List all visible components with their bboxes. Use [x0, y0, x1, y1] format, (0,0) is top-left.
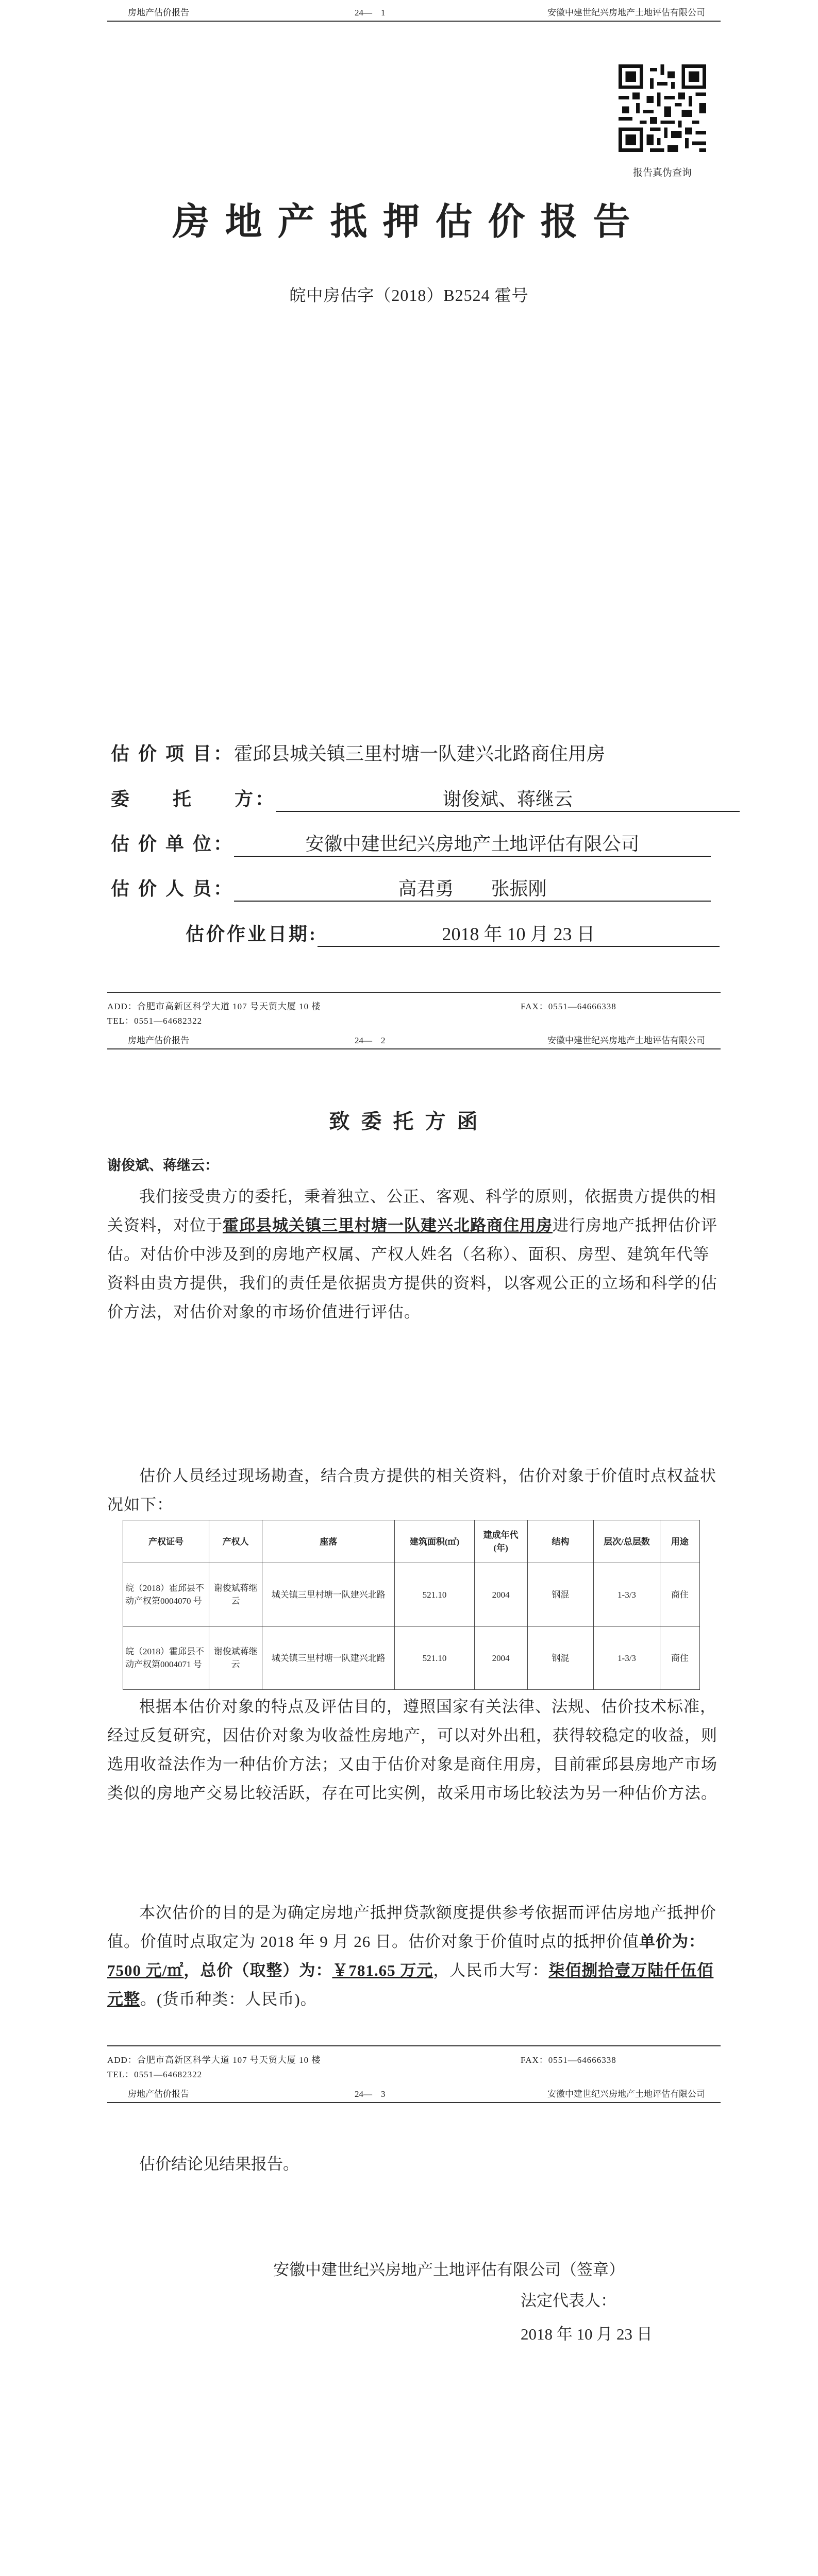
signing-company: 安徽中建世纪兴房地产土地评估有限公司（签章） [273, 2261, 625, 2279]
table-cell: 城关镇三里村塘一队建兴北路 [262, 1626, 395, 1690]
letter-paragraph-3: 根据本估价对象的特点及评估目的，遵照国家有关法律、法规、估价技术标准，经过反复研究，因估价对象为收益性房地产，可以对外出租，获得较稳定的收益，则选用收益法作为一种估价方法；又由于估价对象是商住用房，目前霍邱县房地产市场类似的房地产交易比较活跃，存在可比实例，故采用市场比较法为另一种估价方法。 [107, 1698, 717, 1802]
table-cell: 商住 [660, 1563, 699, 1626]
info-row-project [111, 739, 698, 766]
info-label: 估 价 单 位： [111, 834, 235, 854]
letter-paragraph-4: 本次估价的目的是为确定房地产抵押贷款额度提供参考依据而评估房地产抵押价值。价值时点取定为 2018 年 9 月 26 日。估价对象于价值时点的抵押价值单价为：7500 元/㎡，总价（取整）为：￥781.65 万元，人民币大写：柒佰捌拾壹万陆仟伍佰元整。(货币种类：人民币)。 [107, 1904, 716, 2008]
header-page-number: 24— 3 [355, 2089, 386, 2099]
table-cell: 1-3/3 [594, 1563, 660, 1626]
footer-fax: FAX：0551—64666338 [521, 1002, 616, 1011]
page-3 [0, 2081, 818, 2576]
table-row [123, 1626, 700, 1690]
header-page-number: 24— 1 [355, 8, 386, 18]
table-row [123, 1563, 700, 1626]
info-value-firm: 安徽中建世纪兴房地产土地评估有限公司 [234, 829, 711, 857]
letter-paragraph-1: 我们接受贵方的委托，秉着独立、公正、客观、科学的原则，依据贵方提供的相关资料，对位于霍邱县城关镇三里村塘一队建兴北路商住用房进行房地产抵押估价评估。对估价中涉及到的房地产权属、产权人姓名（名称）、面积、房型、建筑年代等资料由贵方提供，我们的责任是依据贵方提供的资料，以客观公正的立场和科学的估价方法，对估价对象的市场价值进行评估。 [107, 1188, 717, 1321]
table-cell: 钢混 [527, 1563, 594, 1626]
letter-addressee: 谢俊斌、蒋继云： [107, 1158, 219, 1173]
table-cell: 2004 [474, 1563, 527, 1626]
info-label: 委 托 方： [111, 789, 276, 809]
info-row-appraisers [111, 874, 711, 902]
page-footer [107, 2045, 721, 2079]
footer-address: ADD：合肥市高新区科学大道 107 号天贸大厦 10 楼 [107, 1002, 321, 1011]
column-header: 建筑面积(㎡) [395, 1520, 474, 1563]
table-cell: 谢俊斌蒋继云 [209, 1563, 262, 1626]
table-header-row [123, 1520, 700, 1563]
table-cell: 钢混 [527, 1626, 594, 1690]
info-label: 估 价 项 目： [111, 743, 235, 764]
header-company: 安徽中建世纪兴房地产土地评估有限公司 [547, 2089, 705, 2099]
running-header [107, 1028, 721, 1049]
header-company: 安徽中建世纪兴房地产土地评估有限公司 [547, 1036, 705, 1045]
page-footer [107, 992, 721, 1026]
table-cell: 521.10 [395, 1626, 474, 1690]
info-value-client: 谢俊斌、蒋继云 [276, 785, 740, 812]
table-cell: 城关镇三里村塘一队建兴北路 [262, 1563, 395, 1626]
column-header: 建成年代(年) [474, 1520, 527, 1563]
footer-tel: TEL：0551—64682322 [107, 1016, 203, 1026]
total-price-uppercase: 柒佰捌拾壹万陆仟伍佰元整 [107, 1961, 714, 2008]
property-address: 霍邱县城关镇三里村塘一队建兴北路商住用房 [223, 1216, 553, 1234]
page-2 [0, 1028, 818, 2081]
header-company: 安徽中建世纪兴房地产土地评估有限公司 [547, 8, 705, 18]
table-cell: 皖（2018）霍邱县不动产权第0004070 号 [123, 1563, 209, 1626]
info-row-client [111, 785, 740, 812]
table-cell: 谢俊斌蒋继云 [209, 1626, 262, 1690]
table-cell: 521.10 [395, 1563, 474, 1626]
column-header: 层次/总层数 [594, 1520, 660, 1563]
report-number: 皖中房估字（2018）B2524 霍号 [289, 286, 529, 304]
footer-fax: FAX：0551—64666338 [521, 2055, 616, 2065]
letter-paragraph-2: 估价人员经过现场勘查，结合贵方提供的相关资料，估价对象于价值时点权益状况如下： [107, 1467, 716, 1514]
header-page-number: 24— 2 [355, 1036, 386, 1045]
column-header: 结构 [527, 1520, 594, 1563]
header-doc-type: 房地产估价报告 [128, 8, 189, 18]
column-header: 产权人 [209, 1520, 262, 1563]
header-doc-type: 房地产估价报告 [128, 1036, 189, 1045]
info-label: 估价作业日期: [186, 924, 318, 944]
table-cell: 2004 [474, 1626, 527, 1690]
page-1 [0, 0, 818, 1028]
qr-code-icon[interactable] [619, 64, 706, 152]
unit-price: 7500 元/㎡ [107, 1961, 184, 1979]
info-row-work-date [186, 920, 720, 947]
table-cell: 皖（2018）霍邱县不动产权第0004071 号 [123, 1626, 209, 1690]
total-price: ￥781.65 万元 [332, 1961, 433, 1979]
header-doc-type: 房地产估价报告 [128, 2089, 189, 2099]
running-header [107, 0, 721, 22]
column-header: 座落 [262, 1520, 395, 1563]
table-cell: 1-3/3 [594, 1626, 660, 1690]
legal-representative: 法定代表人： [521, 2292, 616, 2310]
column-header: 用途 [660, 1520, 699, 1563]
info-value-appraisers: 高君勇 张振刚 [234, 874, 711, 902]
footer-tel: TEL：0551—64682322 [107, 2070, 203, 2079]
info-value-project: 霍邱县城关镇三里村塘一队建兴北路商住用房 [234, 743, 606, 764]
signing-date: 2018 年 10 月 23 日 [521, 2325, 653, 2343]
info-row-appraiser-firm [111, 829, 711, 857]
info-value-date: 2018 年 10 月 23 日 [318, 920, 720, 947]
footer-address: ADD：合肥市高新区科学大道 107 号天贸大厦 10 楼 [107, 2055, 321, 2065]
info-label: 估 价 人 员： [111, 878, 235, 899]
qr-caption: 报告真伪查询 [632, 167, 692, 178]
running-header [107, 2081, 721, 2103]
column-header: 产权证号 [123, 1520, 209, 1563]
conclusion-note: 估价结论见结果报告。 [139, 2155, 299, 2173]
letter-heading: 致委托方函 [329, 1110, 489, 1133]
report-title: 房地产抵押估价报告 [172, 201, 646, 243]
table-cell: 商住 [660, 1626, 699, 1690]
property-rights-table [123, 1520, 700, 1690]
